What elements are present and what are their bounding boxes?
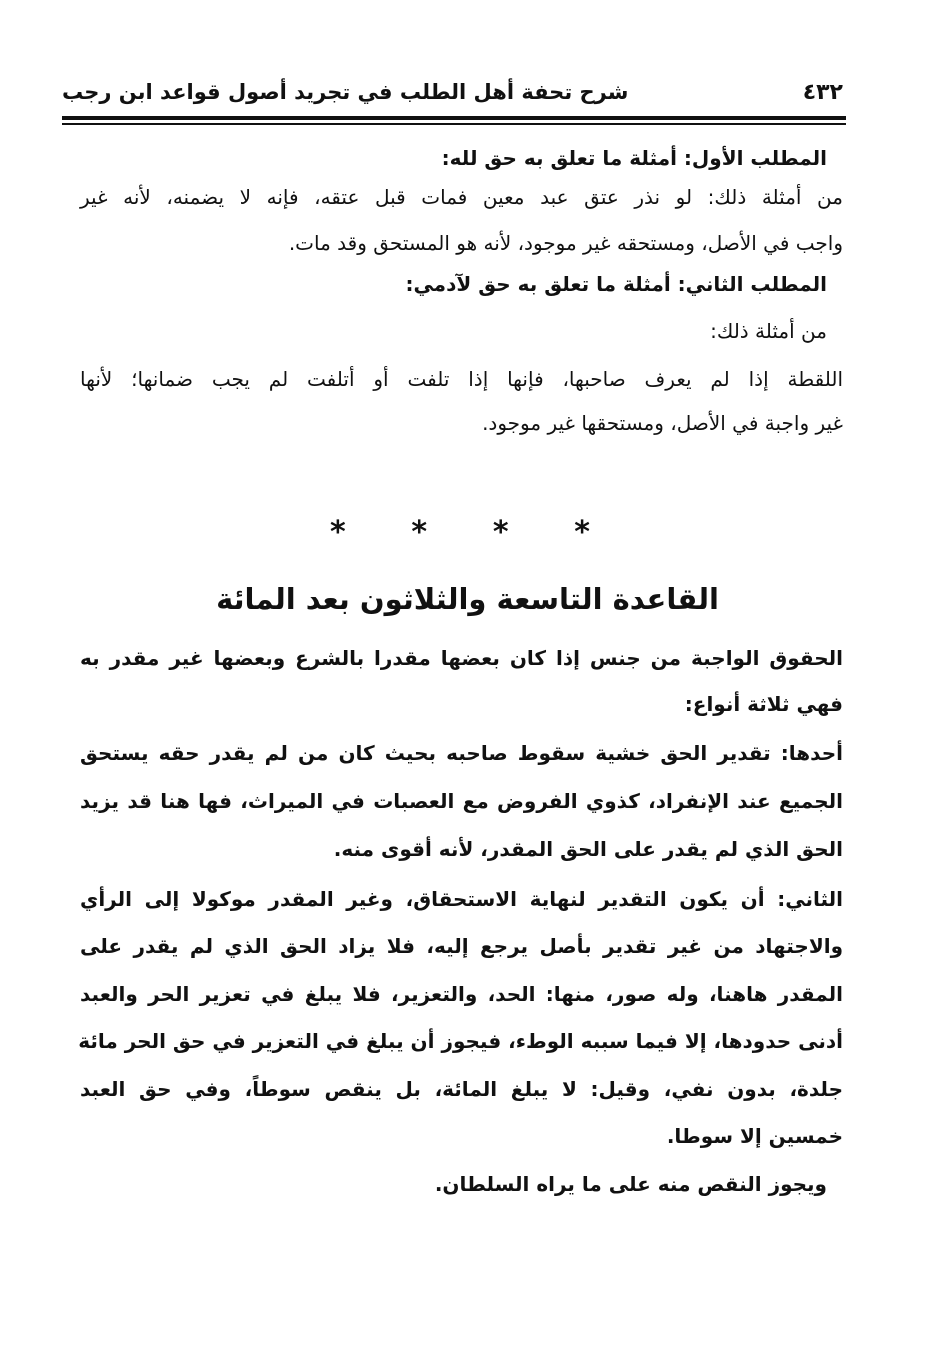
asterisk-icon: * (492, 515, 509, 550)
rule-line: ويجوز النقص منه على ما يراه السلطان. (434, 1172, 827, 1196)
section2-intro: من أمثلة ذلك: (710, 319, 827, 343)
paragraph-line: اللقطة إذا لم يعرف صاحبها، فإنها إذا تلفت أو أتلفت لم يجب ضمانها؛ لأنها (80, 367, 843, 391)
rule-line: الحق الذي لم يقدر على الحق المقدر، لأنه أقوى منه. (333, 837, 843, 861)
running-header-title: شرح تحفة أهل الطلب في تجريد أصول قواعد ابن رجب (62, 80, 629, 104)
rule-line: والاجتهاد من غير تقدير بأصل يرجع إليه، فلا يزاد الحق الذي لم يقدر على (80, 934, 843, 958)
header-rule-thin (62, 123, 846, 125)
rule-line: فهي ثلاثة أنواع: (684, 692, 843, 716)
rule-line: الحقوق الواجبة من جنس إذا كان بعضها مقدرا بالشرع وبعضها غير مقدر به (80, 646, 843, 670)
rule-line: خمسين إلا سوطا. (666, 1124, 843, 1148)
rule-line: المقدر هاهنا، وله صور، منها: الحد، والتعزير، فلا يبلغ في تعزير الحر والعبد (80, 982, 843, 1006)
section2-heading: المطلب الثاني: أمثلة ما تعلق به حق لآدمي: (405, 272, 827, 296)
paragraph-line: غير واجبة في الأصل، ومستحقها غير موجود. (482, 411, 843, 435)
paragraph-line: واجب في الأصل، ومستحقه غير موجود، لأنه هو المستحق وقد مات. (288, 231, 843, 255)
header-rule-thick (62, 116, 846, 120)
rule-line: أحدها: تقدير الحق خشية سقوط صاحبه بحيث كان من لم يقدر حقه يستحق (80, 741, 843, 765)
section1-heading: المطلب الأول: أمثلة ما تعلق به حق لله: (441, 146, 827, 170)
asterisk-icon: * (330, 515, 346, 550)
asterisk-icon: * (574, 515, 590, 550)
paragraph-line: من أمثلة ذلك: لو نذر عتق عبد معين فمات قبل عتقه، فإنه لا يضمنه، لأنه غير (80, 185, 843, 209)
rule-line: جلدة، بدون نفي، وقيل: لا يبلغ المائة، بل ينقص سوطاً، وفي حق العبد (80, 1077, 843, 1101)
section-separator (330, 515, 590, 550)
asterisk-icon: * (411, 515, 428, 550)
rule-line: أدنى حدودها، إلا فيما سببه الوطء، فيجوز أن يبلغ في التعزير في حق الحر مائة (78, 1029, 843, 1053)
rule-line: الثاني: أن يكون التقدير لنهاية الاستحقاق، وغير المقدر موكولا إلى الرأي (80, 887, 843, 911)
rule-line: الجميع عند الإنفراد، كذوي الفروض مع العصبات في الميراث، فها هنا قد يزيد (80, 789, 843, 813)
rule-title: القاعدة التاسعة والثلاثون بعد المائة (216, 582, 719, 616)
page-number: ٤٣٢ (802, 80, 843, 105)
